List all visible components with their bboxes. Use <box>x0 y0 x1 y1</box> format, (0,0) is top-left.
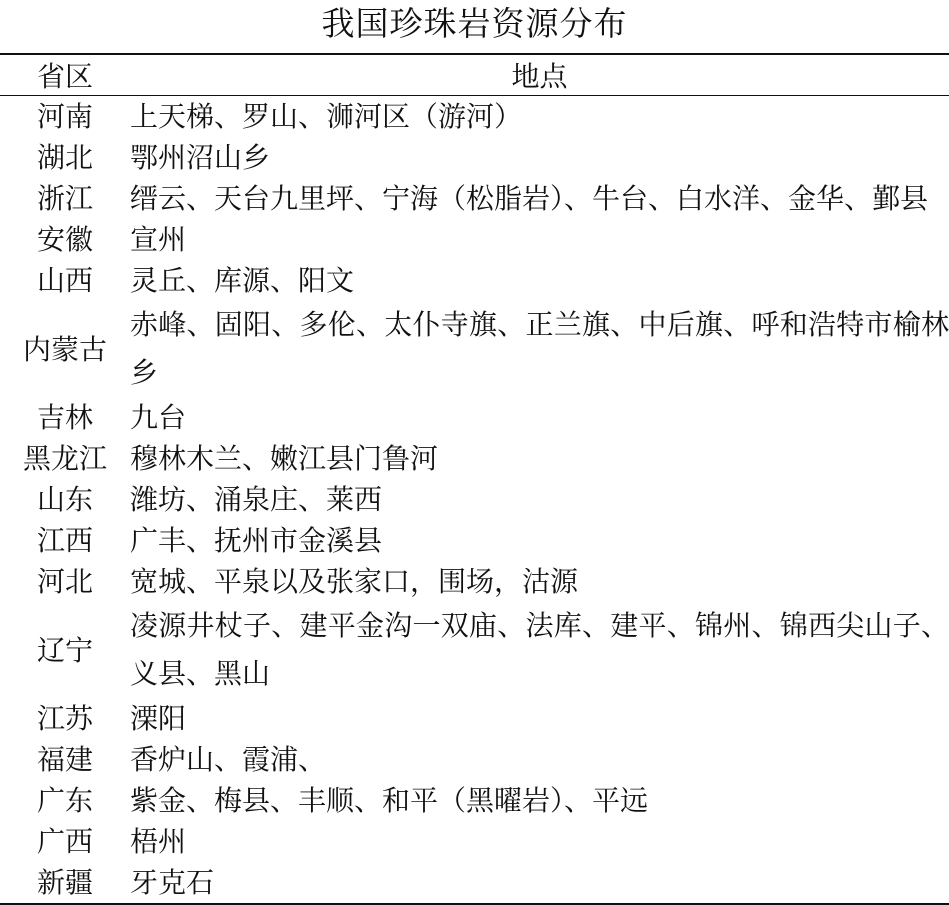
table-row <box>0 137 949 178</box>
province-cell: 辽宁 <box>36 633 93 667</box>
location-cell: 梧州 <box>130 825 187 858</box>
province-cell: 广西 <box>36 825 93 858</box>
location-cell: 赤峰、固阳、多伦、太仆寺旗、正兰旗、中后旗、呼和浩特市榆林乡 <box>130 308 949 389</box>
province-cell: 安徽 <box>36 223 93 256</box>
province-cell: 江西 <box>36 524 93 557</box>
table-header-row <box>0 54 949 96</box>
province-cell: 河南 <box>36 100 93 133</box>
province-cell: 内蒙古 <box>22 332 107 366</box>
location-cell: 缙云、天台九里坪、宁海（松脂岩）、牛台、白水洋、金华、鄞县 <box>130 182 929 215</box>
location-cell: 鄂州沼山乡 <box>130 141 271 174</box>
table-row <box>0 739 949 780</box>
table-row <box>0 96 949 138</box>
table-row <box>0 260 949 301</box>
province-cell: 浙江 <box>36 182 93 215</box>
table-row <box>0 219 949 260</box>
table-title: 我国珍珠岩资源分布 <box>321 4 628 43</box>
province-cell: 新疆 <box>36 866 93 899</box>
table-row <box>0 178 949 219</box>
table-row <box>0 561 949 602</box>
header-province: 省区 <box>36 60 93 93</box>
location-cell: 紫金、梅县、丰顺、和平（黑曜岩）、平远 <box>130 784 649 817</box>
table-row <box>0 602 949 698</box>
location-cell: 九台 <box>130 401 187 434</box>
province-cell: 江苏 <box>36 702 93 735</box>
table-row <box>0 862 949 904</box>
table-row <box>0 479 949 520</box>
province-cell: 山西 <box>36 264 93 297</box>
location-cell: 牙克石 <box>130 866 215 899</box>
location-cell: 溧阳 <box>130 702 187 735</box>
perlite-resource-table <box>0 53 949 905</box>
table-row <box>0 438 949 479</box>
province-cell: 湖北 <box>36 141 93 174</box>
location-cell: 香炉山、霞浦、 <box>130 743 327 776</box>
table-row <box>0 780 949 821</box>
location-cell: 凌源井杖子、建平金沟一双庙、法库、建平、锦州、锦西尖山子、义县、黑山 <box>130 609 949 690</box>
location-cell: 灵丘、库源、阳文 <box>130 264 355 297</box>
table-row <box>0 520 949 561</box>
table-row <box>0 821 949 862</box>
province-cell: 河北 <box>36 565 93 598</box>
location-cell: 上天梯、罗山、浉河区（游河） <box>130 100 523 133</box>
province-cell: 山东 <box>36 483 93 516</box>
province-cell: 广东 <box>36 784 93 817</box>
province-cell: 吉林 <box>36 401 93 434</box>
location-cell: 潍坊、涌泉庄、莱西 <box>130 483 383 516</box>
location-cell: 宣州 <box>130 223 187 256</box>
location-cell: 宽城、平泉以及张家口，围场，沽源 <box>130 565 579 598</box>
table-row <box>0 698 949 739</box>
table-row <box>0 397 949 438</box>
province-cell: 黑龙江 <box>22 442 107 475</box>
province-cell: 福建 <box>36 743 93 776</box>
location-cell: 广丰、抚州市金溪县 <box>130 524 383 557</box>
header-location: 地点 <box>511 60 568 93</box>
table-row <box>0 301 949 397</box>
location-cell: 穆林木兰、嫩江县门鲁河 <box>130 442 439 475</box>
